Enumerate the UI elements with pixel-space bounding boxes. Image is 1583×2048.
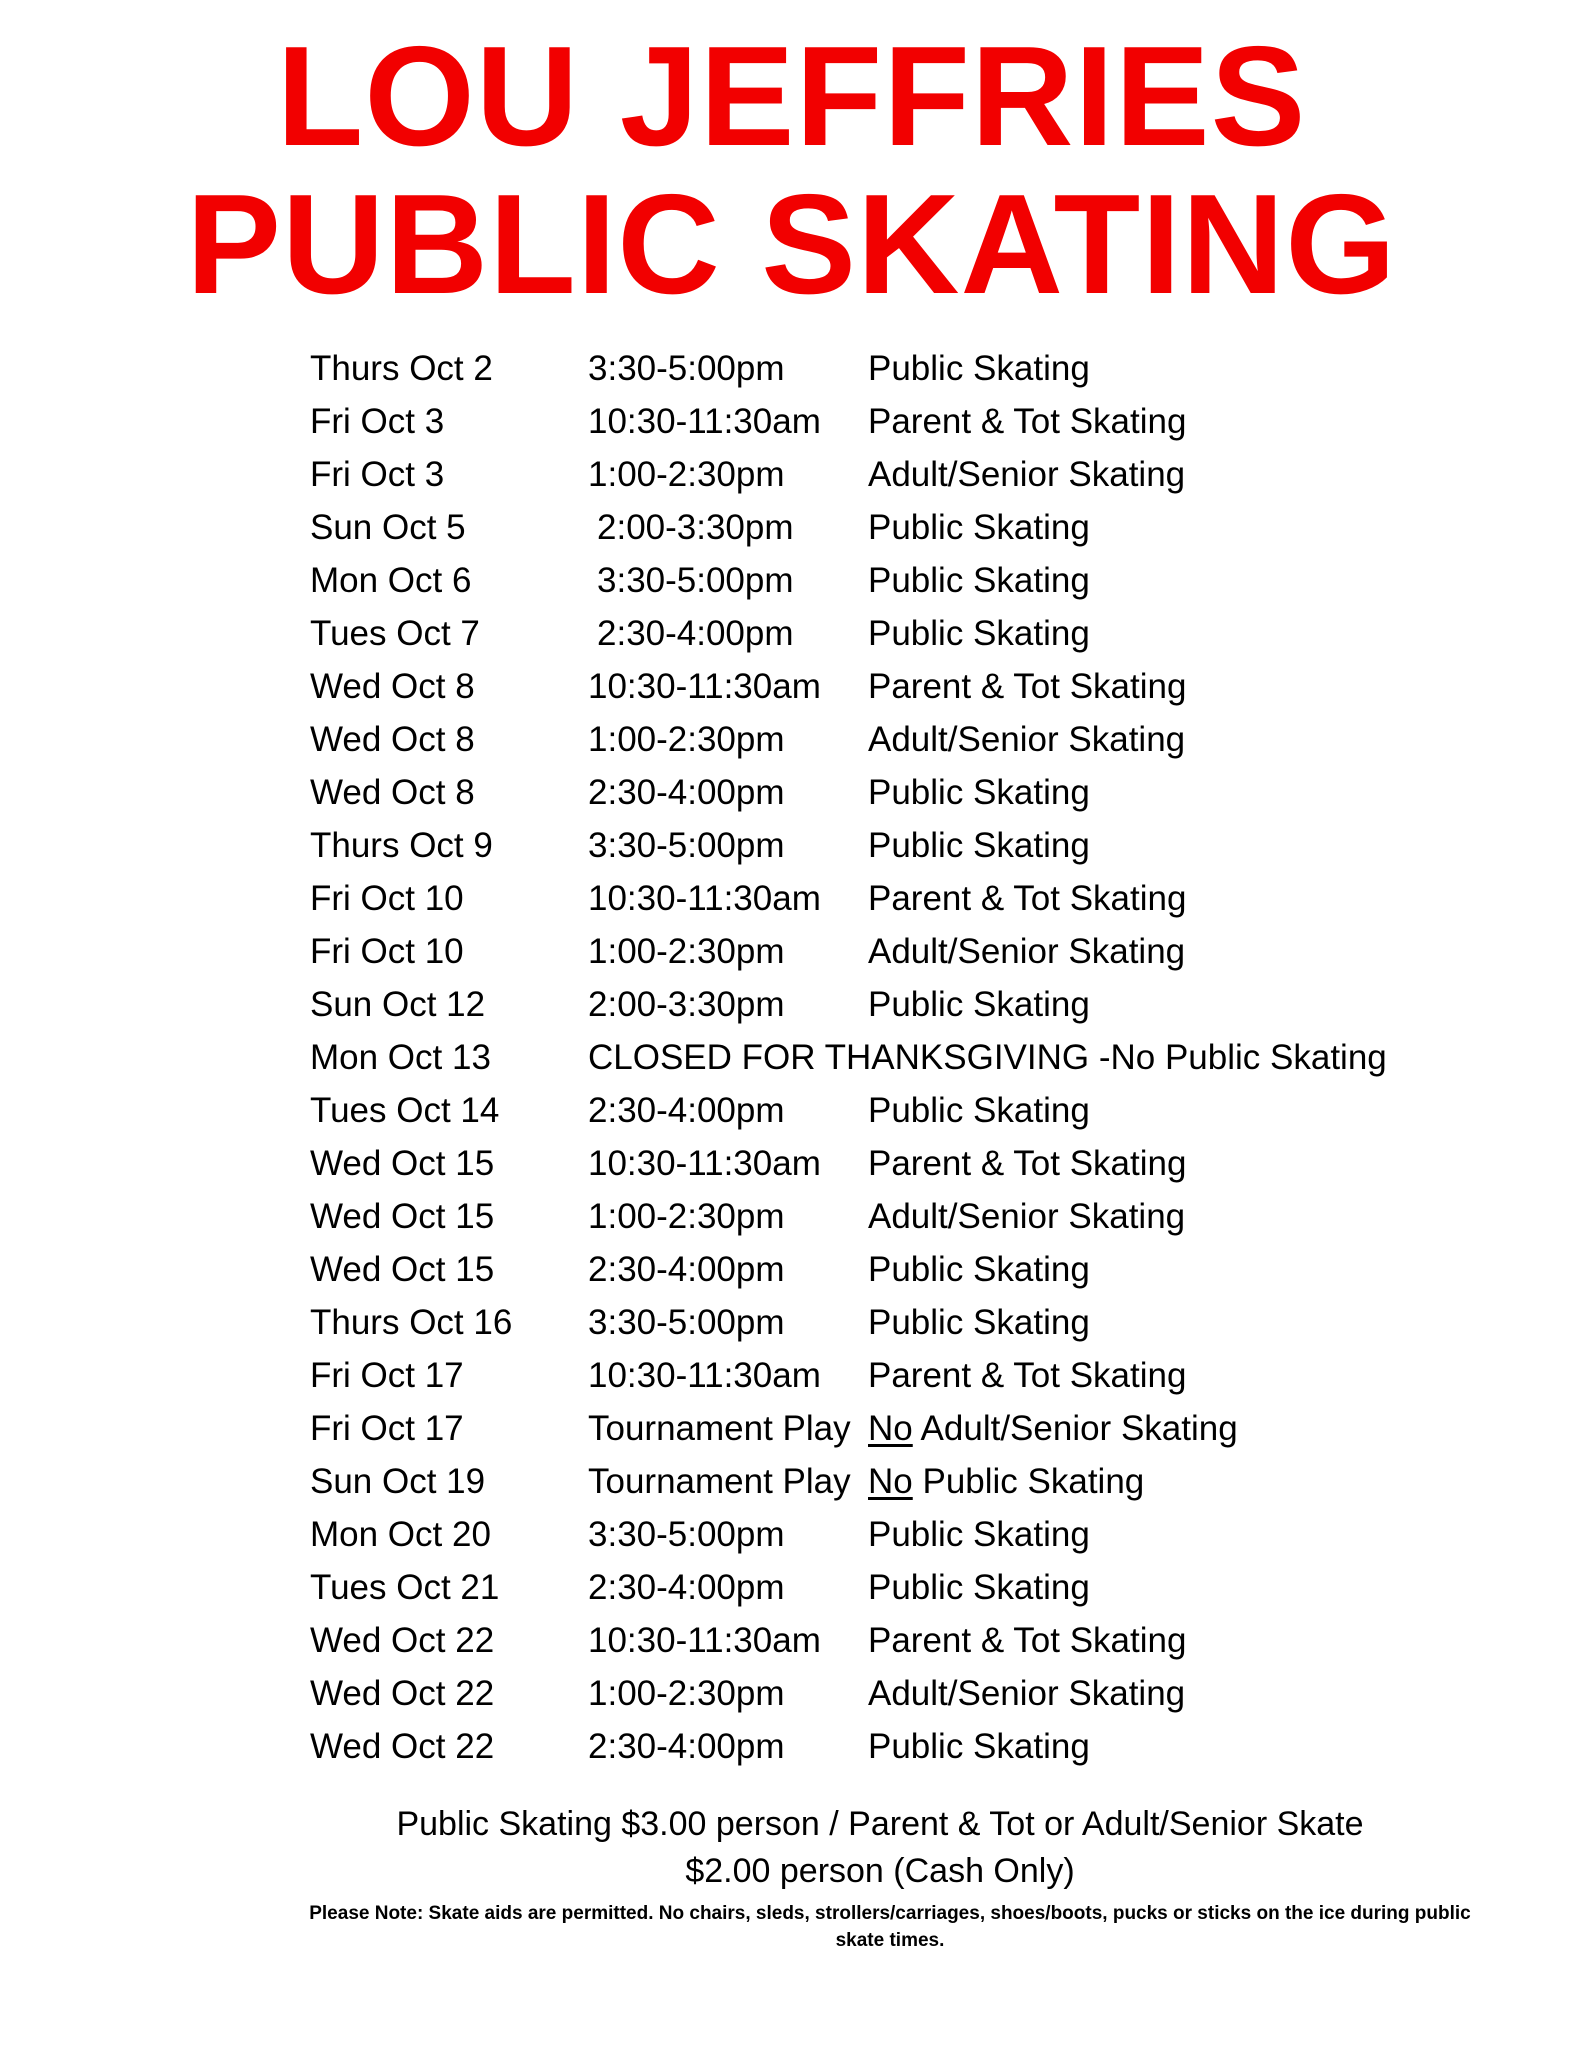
schedule-activity: Public Skating — [868, 614, 1090, 653]
schedule-row — [310, 872, 1410, 925]
schedule-time: 3:30-5:00pm — [597, 561, 794, 600]
schedule-activity: Public Skating — [868, 1091, 1090, 1130]
schedule-activity: Parent & Tot Skating — [868, 1356, 1187, 1395]
schedule-activity-label: Adult/Senior Skating — [912, 1409, 1238, 1448]
schedule-activity — [868, 1402, 1238, 1455]
schedule-time: 2:30-4:00pm — [588, 1250, 785, 1289]
schedule-time: Tournament Play — [588, 1462, 851, 1501]
schedule-time: 10:30-11:30am — [588, 1356, 821, 1395]
note-text: Please Note: Skate aids are permitted. No chairs, sleds, strollers/carriages, shoes/boots, pucks or sticks on the ice during public skate times. — [309, 1903, 1471, 1951]
schedule-activity-no: No — [868, 1462, 913, 1501]
schedule-time: 3:30-5:00pm — [588, 826, 785, 865]
schedule-row — [310, 342, 1410, 395]
schedule-time: 2:30-4:00pm — [588, 773, 785, 812]
schedule-row — [310, 607, 1410, 660]
schedule-time: Tournament Play — [588, 1409, 851, 1448]
schedule-row — [310, 395, 1410, 448]
schedule-date: Fri Oct 3 — [310, 402, 445, 441]
schedule-activity: Parent & Tot Skating — [868, 1144, 1187, 1183]
schedule-time: 10:30-11:30am — [588, 667, 821, 706]
schedule-date: Wed Oct 22 — [310, 1674, 495, 1713]
schedule-activity: Public Skating — [868, 1568, 1090, 1607]
schedule-time: 3:30-5:00pm — [588, 1515, 785, 1554]
schedule-row — [310, 554, 1410, 607]
schedule-row — [310, 1243, 1410, 1296]
schedule-activity: Public Skating — [868, 349, 1090, 388]
schedule-row — [310, 713, 1410, 766]
schedule-date: Sun Oct 12 — [310, 985, 486, 1024]
schedule-table — [310, 342, 1410, 1773]
schedule-row — [310, 1455, 1410, 1508]
schedule-date: Fri Oct 3 — [310, 455, 445, 494]
schedule-activity: Public Skating — [868, 1727, 1090, 1766]
schedule-activity: Public Skating — [868, 1515, 1090, 1554]
schedule-time: 2:00-3:30pm — [597, 508, 794, 547]
schedule-row — [310, 766, 1410, 819]
pricing-line-1: Public Skating $3.00 person / Parent & Tot or Adult/Senior Skate — [396, 1805, 1364, 1843]
schedule-time: 1:00-2:30pm — [588, 1674, 785, 1713]
schedule-time: 2:30-4:00pm — [588, 1568, 785, 1607]
schedule-closed-notice: CLOSED FOR THANKSGIVING -No Public Skating — [588, 1038, 1387, 1077]
schedule-row — [310, 819, 1410, 872]
schedule-activity — [868, 1455, 1144, 1508]
schedule-activity: Parent & Tot Skating — [868, 1621, 1187, 1660]
schedule-date: Fri Oct 10 — [310, 879, 464, 918]
schedule-time: 1:00-2:30pm — [588, 1197, 785, 1236]
schedule-date: Wed Oct 15 — [310, 1250, 495, 1289]
schedule-activity-label: Public Skating — [912, 1462, 1145, 1501]
schedule-row — [310, 1561, 1410, 1614]
schedule-date: Wed Oct 8 — [310, 773, 475, 812]
schedule-time: 2:00-3:30pm — [588, 985, 785, 1024]
schedule-row — [310, 925, 1410, 978]
schedule-row — [310, 1667, 1410, 1720]
schedule-row — [310, 1296, 1410, 1349]
schedule-date: Sun Oct 19 — [310, 1462, 486, 1501]
schedule-date: Wed Oct 8 — [310, 720, 475, 759]
schedule-date: Fri Oct 10 — [310, 932, 464, 971]
schedule-time: 2:30-4:00pm — [588, 1091, 785, 1130]
schedule-activity: Public Skating — [868, 561, 1090, 600]
schedule-activity: Adult/Senior Skating — [868, 720, 1186, 759]
schedule-date: Thurs Oct 9 — [310, 826, 493, 865]
schedule-time: 10:30-11:30am — [588, 879, 821, 918]
schedule-activity: Public Skating — [868, 508, 1090, 547]
schedule-activity: Adult/Senior Skating — [868, 1197, 1186, 1236]
schedule-time: 3:30-5:00pm — [588, 349, 785, 388]
schedule-row — [310, 660, 1410, 713]
schedule-time: 2:30-4:00pm — [588, 1727, 785, 1766]
schedule-activity: Adult/Senior Skating — [868, 455, 1186, 494]
schedule-row — [310, 1614, 1410, 1667]
schedule-date: Tues Oct 21 — [310, 1568, 500, 1607]
schedule-row — [310, 978, 1410, 1031]
schedule-row — [310, 501, 1410, 554]
schedule-date: Fri Oct 17 — [310, 1409, 464, 1448]
schedule-date: Thurs Oct 2 — [310, 349, 493, 388]
schedule-activity-no: No — [868, 1409, 913, 1448]
schedule-activity: Public Skating — [868, 773, 1090, 812]
schedule-date: Fri Oct 17 — [310, 1356, 464, 1395]
schedule-time: 1:00-2:30pm — [588, 455, 785, 494]
schedule-activity: Public Skating — [868, 985, 1090, 1024]
schedule-time: 2:30-4:00pm — [597, 614, 794, 653]
schedule-date: Wed Oct 15 — [310, 1197, 495, 1236]
schedule-date: Wed Oct 22 — [310, 1727, 495, 1766]
schedule-activity: Parent & Tot Skating — [868, 402, 1187, 441]
schedule-time: 10:30-11:30am — [588, 1144, 821, 1183]
schedule-activity: Adult/Senior Skating — [868, 1674, 1186, 1713]
schedule-row — [310, 1031, 1410, 1084]
schedule-date: Tues Oct 7 — [310, 614, 480, 653]
title-line-1: LOU JEFFRIES — [276, 17, 1307, 176]
schedule-date: Wed Oct 8 — [310, 667, 475, 706]
schedule-date: Wed Oct 15 — [310, 1144, 495, 1183]
schedule-row — [310, 1402, 1410, 1455]
schedule-row — [310, 1084, 1410, 1137]
schedule-date: Wed Oct 22 — [310, 1621, 495, 1660]
title-line-2: PUBLIC SKATING — [186, 165, 1397, 324]
schedule-date: Mon Oct 20 — [310, 1515, 491, 1554]
schedule-time: 1:00-2:30pm — [588, 932, 785, 971]
schedule-time: 10:30-11:30am — [588, 1621, 821, 1660]
schedule-date: Mon Oct 13 — [310, 1038, 491, 1077]
schedule-row — [310, 1720, 1410, 1773]
schedule-activity: Public Skating — [868, 1250, 1090, 1289]
schedule-row — [310, 448, 1410, 501]
schedule-activity: Adult/Senior Skating — [868, 932, 1186, 971]
schedule-date: Thurs Oct 16 — [310, 1303, 513, 1342]
schedule-activity: Public Skating — [868, 1303, 1090, 1342]
pricing-line-2: $2.00 person (Cash Only) — [685, 1852, 1075, 1890]
schedule-activity: Parent & Tot Skating — [868, 879, 1187, 918]
schedule-activity: Public Skating — [868, 826, 1090, 865]
schedule-date: Sun Oct 5 — [310, 508, 466, 547]
schedule-date: Mon Oct 6 — [310, 561, 472, 600]
schedule-time: 10:30-11:30am — [588, 402, 821, 441]
schedule-row — [310, 1137, 1410, 1190]
schedule-row — [310, 1190, 1410, 1243]
schedule-time: 1:00-2:30pm — [588, 720, 785, 759]
schedule-row — [310, 1508, 1410, 1561]
schedule-date: Tues Oct 14 — [310, 1091, 500, 1130]
schedule-time: 3:30-5:00pm — [588, 1303, 785, 1342]
schedule-row — [310, 1349, 1410, 1402]
schedule-activity: Parent & Tot Skating — [868, 667, 1187, 706]
